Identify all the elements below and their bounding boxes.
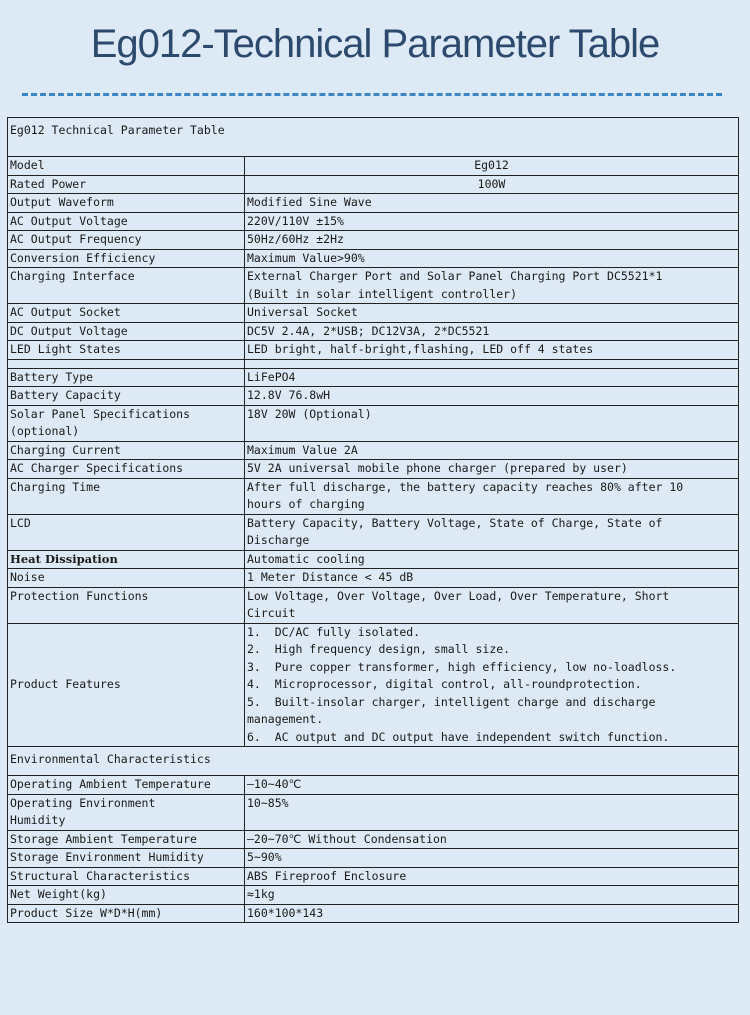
row-label: Protection Functions [8, 587, 245, 623]
row-value: ≈1kg [245, 886, 739, 905]
row-label: Operating Ambient Temperature [8, 776, 245, 795]
row-label: Storage Ambient Temperature [8, 830, 245, 849]
table-row [8, 460, 739, 479]
section-title: Environmental Characteristics [8, 747, 739, 776]
row-label: Product Size W*D*H(mm) [8, 904, 245, 923]
row-value: ABS Fireproof Enclosure [245, 867, 739, 886]
table-row [8, 387, 739, 406]
row-label: Heat Dissipation [8, 550, 245, 569]
row-label: Rated Power [8, 175, 245, 194]
row-label: AC Output Frequency [8, 231, 245, 250]
row-value: DC5V 2.4A, 2*USB; DC12V3A, 2*DC5521 [245, 322, 739, 341]
table-row [8, 341, 739, 360]
table-row [8, 569, 739, 588]
row-label: Net Weight(kg) [8, 886, 245, 905]
table-row [8, 550, 739, 569]
row-value: 10~85% [245, 794, 739, 830]
row-value: 5V 2A universal mobile phone charger (prepared by user) [245, 460, 739, 479]
row-value: Eg012 [245, 157, 739, 176]
table-row [8, 405, 739, 441]
row-label: Storage Environment Humidity [8, 849, 245, 868]
row-value: 12.8V 76.8wH [245, 387, 739, 406]
row-value: 18V 20W (Optional) [245, 405, 739, 441]
row-label: DC Output Voltage [8, 322, 245, 341]
row-value: —20~70℃ Without Condensation [245, 830, 739, 849]
row-value: 50Hz/60Hz ±2Hz [245, 231, 739, 250]
table-row [8, 776, 739, 795]
table-row [8, 867, 739, 886]
row-value: 160*100*143 [245, 904, 739, 923]
dashed-divider [22, 93, 722, 96]
row-label: LCD [8, 514, 245, 550]
table-row [8, 249, 739, 268]
row-label: Structural Characteristics [8, 867, 245, 886]
row-label: LED Light States [8, 341, 245, 360]
table-row [8, 194, 739, 213]
row-value: —10~40℃ [245, 776, 739, 795]
table-title: Eg012 Technical Parameter Table [8, 118, 739, 157]
table-row [8, 212, 739, 231]
row-value: 1 Meter Distance < 45 dB [245, 569, 739, 588]
row-label: Conversion Efficiency [8, 249, 245, 268]
row-value: LiFePO4 [245, 368, 739, 387]
table-row [8, 157, 739, 176]
row-label: Charging Interface [8, 268, 245, 304]
table-row [8, 849, 739, 868]
table-row [8, 830, 739, 849]
row-value: After full discharge, the battery capacity reaches 80% after 10 hours of charging [245, 478, 739, 514]
row-value: LED bright, half-bright,flashing, LED off 4 states [245, 341, 739, 360]
table-row [8, 268, 739, 304]
row-value: Universal Socket [245, 304, 739, 323]
table-row [8, 904, 739, 923]
row-label: AC Output Socket [8, 304, 245, 323]
row-label: Charging Current [8, 441, 245, 460]
row-value: External Charger Port and Solar Panel Charging Port DC5521*1 (Built in solar intelligent controller) [245, 268, 739, 304]
row-value: Maximum Value>90% [245, 249, 739, 268]
parameter-table [7, 117, 739, 923]
row-value: Battery Capacity, Battery Voltage, State of Charge, State of Discharge [245, 514, 739, 550]
row-value: Maximum Value 2A [245, 441, 739, 460]
row-label: AC Charger Specifications [8, 460, 245, 479]
row-value: Low Voltage, Over Voltage, Over Load, Over Temperature, Short Circuit [245, 587, 739, 623]
row-value: 220V/110V ±15% [245, 212, 739, 231]
table-title-row [8, 118, 739, 157]
table-row [8, 231, 739, 250]
row-value: 5~90% [245, 849, 739, 868]
row-value: 1. DC/AC fully isolated. 2. High frequency design, small size. 3. Pure copper transformer, high efficiency, low no-loadloss. 4. Microprocessor, digital control, all-roundprotection. 5. Built-insolar charger, intelligent charge and discharge management. 6. AC output and DC output have independent switch function. [245, 623, 739, 747]
row-label: Product Features [8, 623, 245, 747]
table-row [8, 368, 739, 387]
row-label: Solar Panel Specifications (optional) [8, 405, 245, 441]
table-row [8, 587, 739, 623]
spacer-row [8, 359, 739, 368]
page-title: Eg012-Technical Parameter Table [90, 22, 660, 66]
row-label: Battery Capacity [8, 387, 245, 406]
row-label: Battery Type [8, 368, 245, 387]
table-row [8, 441, 739, 460]
row-label: Model [8, 157, 245, 176]
table-row [8, 794, 739, 830]
table-row [8, 175, 739, 194]
row-label: Charging Time [8, 478, 245, 514]
table-row [8, 886, 739, 905]
row-value: Automatic cooling [245, 550, 739, 569]
row-value: 100W [245, 175, 739, 194]
row-value: Modified Sine Wave [245, 194, 739, 213]
row-label: AC Output Voltage [8, 212, 245, 231]
row-label: Operating Environment Humidity [8, 794, 245, 830]
row-label: Noise [8, 569, 245, 588]
table-row [8, 514, 739, 550]
table-row [8, 304, 739, 323]
row-label: Output Waveform [8, 194, 245, 213]
table-row [8, 623, 739, 747]
table-row [8, 322, 739, 341]
table-row [8, 478, 739, 514]
section-title-row [8, 747, 739, 776]
